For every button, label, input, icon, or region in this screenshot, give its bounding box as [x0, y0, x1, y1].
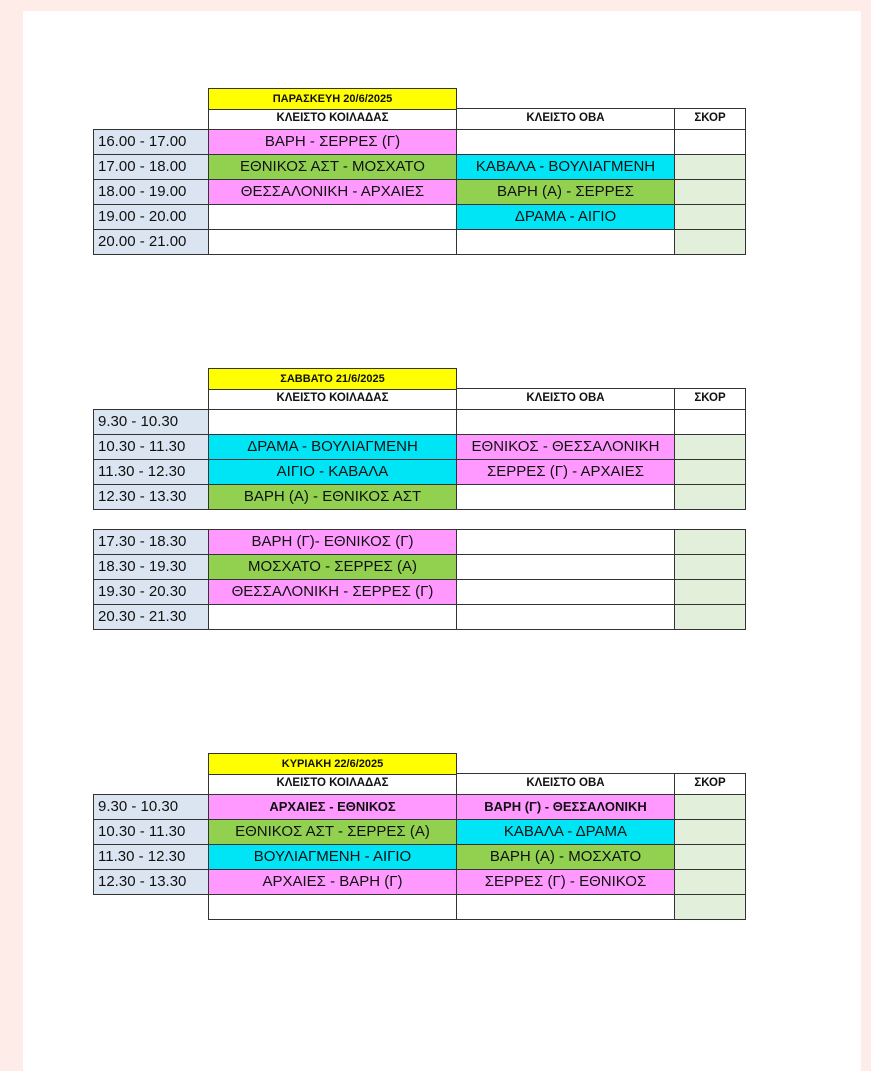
time-cell: 12.30 - 13.30 [93, 484, 209, 510]
match-cell [208, 604, 457, 630]
time-cell: 10.30 - 11.30 [93, 434, 209, 460]
table-row [94, 555, 746, 580]
time-cell: 11.30 - 12.30 [93, 844, 209, 870]
match-cell [456, 129, 675, 155]
match-cell: ΒΑΡΗ (Α) - ΣΕΡΡΕΣ [456, 179, 675, 205]
day-title: ΣΑΒΒΑΤΟ 21/6/2025 [208, 368, 457, 390]
score-cell[interactable] [674, 459, 746, 485]
match-cell: ΣΕΡΡΕΣ (Γ) - ΕΘΝΙΚΟΣ [456, 869, 675, 895]
match-cell: ΒΑΡΗ (Α) - ΜΟΣΧΑΤΟ [456, 844, 675, 870]
table-row [94, 580, 746, 605]
time-cell: 19.30 - 20.30 [93, 579, 209, 605]
header-kleisto-oba: ΚΛΕΙΣΤΟ ΟΒΑ [456, 108, 675, 130]
score-cell[interactable] [674, 229, 746, 255]
table-row [94, 605, 746, 630]
match-cell: ΕΘΝΙΚΟΣ - ΘΕΣΣΑΛΟΝΙΚΗ [456, 434, 675, 460]
match-cell: ΔΡΑΜΑ - ΑΙΓΙΟ [456, 204, 675, 230]
score-cell[interactable] [674, 529, 746, 555]
schedule-page [23, 11, 861, 1071]
score-cell[interactable] [674, 409, 746, 435]
header-score: ΣΚΟΡ [674, 108, 746, 130]
score-cell[interactable] [674, 484, 746, 510]
saturday-block [94, 368, 746, 630]
time-cell: 9.30 - 10.30 [93, 409, 209, 435]
match-cell: ΕΘΝΙΚΟΣ ΑΣΤ - ΜΟΣΧΑΤΟ [208, 154, 457, 180]
match-cell: ΚΑΒΑΛΑ - ΒΟΥΛΙΑΓΜΕΝΗ [456, 154, 675, 180]
header-score: ΣΚΟΡ [674, 388, 746, 410]
time-cell: 17.00 - 18.00 [93, 154, 209, 180]
score-cell[interactable] [674, 204, 746, 230]
match-cell: ΑΡΧΑΙΕΣ - ΕΘΝΙΚΟΣ [208, 794, 457, 820]
match-cell [456, 229, 675, 255]
score-cell[interactable] [674, 869, 746, 895]
table-row [94, 230, 746, 255]
table-row [94, 795, 746, 820]
match-cell: ΕΘΝΙΚΟΣ ΑΣΤ - ΣΕΡΡΕΣ (Α) [208, 819, 457, 845]
match-cell [456, 894, 675, 920]
match-cell: ΣΕΡΡΕΣ (Γ) - ΑΡΧΑΙΕΣ [456, 459, 675, 485]
match-cell [456, 604, 675, 630]
time-cell: 11.30 - 12.30 [93, 459, 209, 485]
score-cell[interactable] [674, 844, 746, 870]
match-cell: ΒΑΡΗ (Α) - ΕΘΝΙΚΟΣ ΑΣΤ [208, 484, 457, 510]
match-cell: ΘΕΣΣΑΛΟΝΙΚΗ - ΑΡΧΑΙΕΣ [208, 179, 457, 205]
header-kleisto-koiladas: ΚΛΕΙΣΤΟ ΚΟΙΛΑΔΑΣ [208, 388, 457, 410]
time-cell: 12.30 - 13.30 [93, 869, 209, 895]
score-cell[interactable] [674, 179, 746, 205]
score-cell[interactable] [674, 154, 746, 180]
time-cell: 18.30 - 19.30 [93, 554, 209, 580]
sunday-block [94, 753, 746, 920]
header-score: ΣΚΟΡ [674, 773, 746, 795]
header-row [94, 109, 746, 130]
time-cell: 20.30 - 21.30 [93, 604, 209, 630]
score-cell[interactable] [674, 129, 746, 155]
day-title: ΚΥΡΙΑΚΗ 22/6/2025 [208, 753, 457, 775]
table-row [94, 410, 746, 435]
time-cell: 20.00 - 21.00 [93, 229, 209, 255]
header-kleisto-oba: ΚΛΕΙΣΤΟ ΟΒΑ [456, 773, 675, 795]
header-kleisto-oba: ΚΛΕΙΣΤΟ ΟΒΑ [456, 388, 675, 410]
table-row [94, 870, 746, 895]
score-cell[interactable] [674, 894, 746, 920]
match-cell: ΜΟΣΧΑΤΟ - ΣΕΡΡΕΣ (Α) [208, 554, 457, 580]
match-cell: ΚΑΒΑΛΑ - ΔΡΑΜΑ [456, 819, 675, 845]
match-cell [456, 409, 675, 435]
table-row [94, 155, 746, 180]
match-cell [456, 529, 675, 555]
time-cell: 19.00 - 20.00 [93, 204, 209, 230]
match-cell [456, 484, 675, 510]
match-cell: ΒΑΡΗ (Γ) - ΘΕΣΣΑΛΟΝΙΚΗ [456, 794, 675, 820]
time-cell: 16.00 - 17.00 [93, 129, 209, 155]
match-cell [456, 554, 675, 580]
table-row [94, 130, 746, 155]
time-cell [93, 894, 209, 920]
time-cell: 10.30 - 11.30 [93, 819, 209, 845]
match-cell [208, 204, 457, 230]
table-row [94, 530, 746, 555]
header-row [94, 774, 746, 795]
time-cell: 9.30 - 10.30 [93, 794, 209, 820]
table-row [94, 895, 746, 920]
table-row [94, 485, 746, 510]
match-cell [208, 229, 457, 255]
match-cell: ΒΑΡΗ (Γ)- ΕΘΝΙΚΟΣ (Γ) [208, 529, 457, 555]
match-cell [208, 894, 457, 920]
day-title: ΠΑΡΑΣΚΕΥΗ 20/6/2025 [208, 88, 457, 110]
table-row [94, 435, 746, 460]
friday-block [94, 88, 746, 255]
match-cell: ΘΕΣΣΑΛΟΝΙΚΗ - ΣΕΡΡΕΣ (Γ) [208, 579, 457, 605]
table-row [94, 820, 746, 845]
score-cell[interactable] [674, 604, 746, 630]
table-row [94, 205, 746, 230]
score-cell[interactable] [674, 794, 746, 820]
table-row [94, 845, 746, 870]
match-cell: ΑΡΧΑΙΕΣ - ΒΑΡΗ (Γ) [208, 869, 457, 895]
match-cell [208, 409, 457, 435]
header-row [94, 389, 746, 410]
header-kleisto-koiladas: ΚΛΕΙΣΤΟ ΚΟΙΛΑΔΑΣ [208, 108, 457, 130]
match-cell: ΒΟΥΛΙΑΓΜΕΝΗ - ΑΙΓΙΟ [208, 844, 457, 870]
match-cell: ΑΙΓΙΟ - ΚΑΒΑΛΑ [208, 459, 457, 485]
table-row [94, 180, 746, 205]
header-kleisto-koiladas: ΚΛΕΙΣΤΟ ΚΟΙΛΑΔΑΣ [208, 773, 457, 795]
time-cell: 18.00 - 19.00 [93, 179, 209, 205]
score-cell[interactable] [674, 579, 746, 605]
score-cell[interactable] [674, 819, 746, 845]
match-cell [456, 579, 675, 605]
match-cell: ΒΑΡΗ - ΣΕΡΡΕΣ (Γ) [208, 129, 457, 155]
table-row [94, 460, 746, 485]
score-cell[interactable] [674, 434, 746, 460]
match-cell: ΔΡΑΜΑ - ΒΟΥΛΙΑΓΜΕΝΗ [208, 434, 457, 460]
score-cell[interactable] [674, 554, 746, 580]
time-cell: 17.30 - 18.30 [93, 529, 209, 555]
